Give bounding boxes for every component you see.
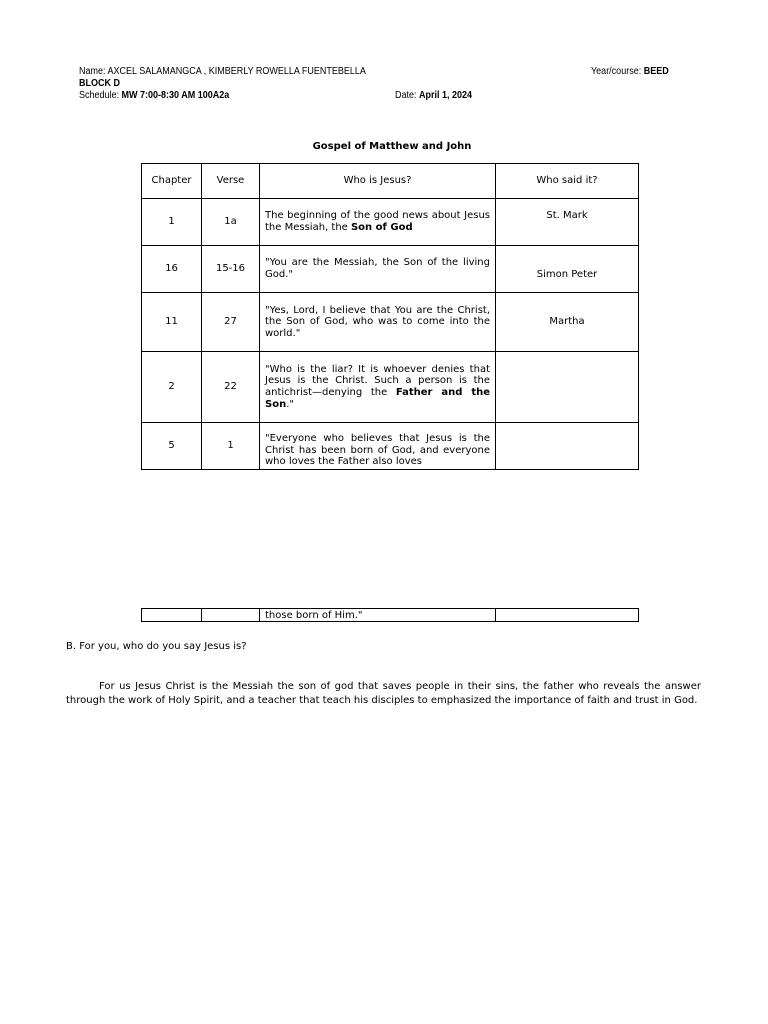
verse-cell: 1 [202, 423, 260, 470]
table-row [142, 609, 639, 622]
verse-cell: 22 [202, 352, 260, 423]
chapter-cell: 11 [142, 293, 202, 352]
quote-text: "Yes, Lord, I believe that You are the Christ, the Son of God, who was to come into the world." [265, 304, 490, 339]
header-who-is-jesus: Who is Jesus? [260, 164, 496, 199]
date-value: April 1, 2024 [419, 90, 473, 101]
quote-clip [265, 423, 490, 469]
answer-paragraph: For us Jesus Christ is the Messiah the son of god that saves people in their sins, the father who reveals the answer through the work of Holy Spirit, and a teacher that teach his disciples to emphasized the importance of faith and trust in God. [66, 681, 701, 706]
document-title: Gospel of Matthew and John [312, 141, 472, 152]
chapter-cell: 2 [142, 352, 202, 423]
year-course-line [591, 66, 669, 78]
chapter-cell: 16 [142, 246, 202, 293]
quote-cell [260, 293, 496, 352]
quote-text: "You are the Messiah, the Son of the living God." [265, 257, 490, 280]
quote-text: "Everyone who believes that Jesus is the Christ has been born of God, and everyone who loves the Father also loves [265, 433, 490, 468]
table-header-row [142, 164, 639, 199]
speaker-cell: Martha [496, 293, 639, 352]
speaker-cell [496, 609, 639, 622]
chapter-cell: 1 [142, 199, 202, 246]
name-label: Name: [79, 66, 108, 77]
schedule-value: MW 7:00-8:30 AM 100A2a [121, 90, 230, 101]
gospel-table [141, 163, 639, 470]
verse-cell: 1a [202, 199, 260, 246]
quote-text: "Who is the liar? It is whoever denies that Jesus is the Christ. Such a person is the antichrist—denying the [265, 363, 490, 398]
schedule-label: Schedule: [79, 90, 122, 101]
year-value: BEED [643, 66, 669, 77]
table-row [142, 246, 639, 293]
year-label: Year/course: [591, 66, 644, 77]
table-row [142, 352, 639, 423]
verse-cell: 15-16 [202, 246, 260, 293]
name-value: AXCEL SALAMANGCA , KIMBERLY ROWELLA FUENTEBELLA [107, 66, 366, 77]
quote-tail: ." [286, 398, 294, 410]
name-line [79, 66, 366, 78]
chapter-cell [142, 609, 202, 622]
speaker-cell [496, 423, 639, 470]
table-row [142, 199, 639, 246]
header-who-said-it: Who said it? [496, 164, 639, 199]
date-label: Date: [395, 90, 420, 101]
speaker-cell: St. Mark [496, 199, 639, 246]
speaker-cell: Simon Peter [496, 246, 639, 293]
speaker-cell [496, 352, 639, 423]
schedule-line [79, 90, 229, 102]
quote-bold: Son of God [350, 222, 413, 233]
table-row [142, 293, 639, 352]
date-line [395, 90, 472, 102]
block-line [79, 78, 120, 90]
header-chapter: Chapter [142, 164, 202, 199]
verse-cell: 27 [202, 293, 260, 352]
verse-cell [202, 609, 260, 622]
question-b: B. For you, who do you say Jesus is? [66, 641, 247, 652]
quote-cell [260, 352, 496, 423]
quote-cell [260, 423, 496, 470]
quote-cell [260, 246, 496, 293]
quote-cell: those born of Him." [260, 609, 496, 622]
table-row [142, 423, 639, 470]
block-value: BLOCK D [79, 78, 121, 89]
header-verse: Verse [202, 164, 260, 199]
quote-text: The beginning of the good news about Jesus the Messiah, the [265, 210, 490, 233]
chapter-cell: 5 [142, 423, 202, 470]
quote-bold: Father and the Son [265, 387, 491, 410]
quote-cell [260, 199, 496, 246]
gospel-table-continuation [141, 608, 639, 622]
